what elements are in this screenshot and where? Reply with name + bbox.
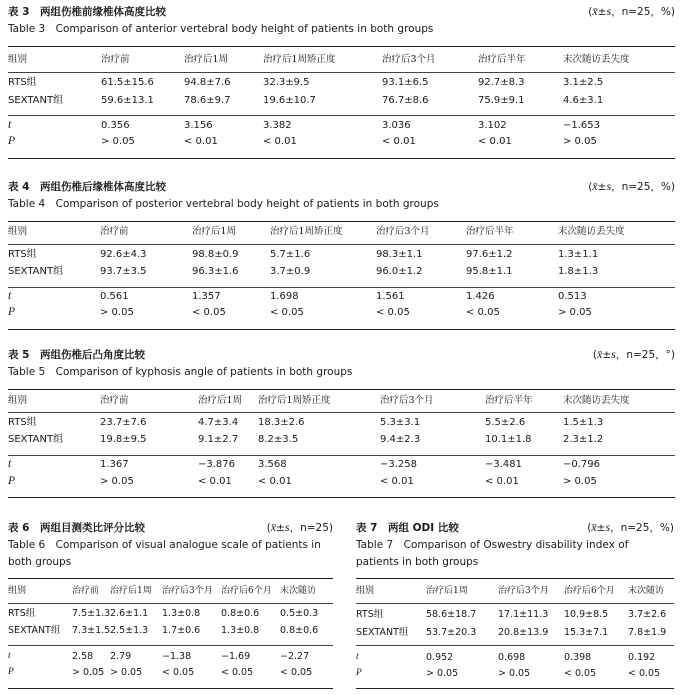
table-t3 [8, 4, 675, 160]
data-cell: 93.7±3.5 [100, 266, 147, 277]
stat-cell: < 0.05 [192, 307, 226, 318]
table-caption-en: Table 7 Comparison of Oswestry disability index of patients in both groups [356, 539, 629, 568]
column-header: 治疗前 [101, 54, 130, 65]
table-row-rule [8, 455, 675, 456]
data-cell: 59.6±13.1 [101, 95, 154, 106]
table-caption-en: Table 4 Comparison of posterior vertebral body height of patients in both groups [8, 198, 439, 210]
column-header: 治疗后1周 [198, 395, 243, 406]
table-row-rule [8, 412, 675, 413]
stat-cell: < 0.05 [221, 667, 254, 678]
column-header: 治疗前 [100, 226, 129, 237]
row-group-label: RTS组 [8, 249, 37, 260]
data-cell: 10.9±8.5 [564, 609, 609, 620]
row-group-label: SEXTANT组 [8, 95, 64, 106]
row-group-label: SEXTANT组 [356, 627, 409, 638]
column-header: 治疗后6个月 [221, 586, 272, 596]
stat-cell: > 0.05 [498, 668, 531, 679]
data-cell: 7.3±1.5 [72, 625, 111, 636]
stat-cell: 3.102 [478, 120, 507, 131]
table-row-rule [8, 115, 675, 116]
table-top-rule [356, 578, 674, 579]
data-cell: 75.9±9.1 [478, 95, 525, 106]
column-header: 治疗后6个月 [564, 586, 615, 596]
stat-cell: < 0.01 [258, 476, 292, 487]
row-group-label: RTS组 [8, 417, 37, 428]
data-cell: 5.7±1.6 [270, 249, 311, 260]
stat-cell: < 0.01 [263, 136, 297, 147]
table-caption-en: Table 3 Comparison of anterior vertebral body height of patients in both groups [8, 23, 434, 35]
stat-cell: 3.156 [184, 120, 213, 131]
table-units-note: (x̄±s，n=25) [266, 520, 333, 534]
table-row-rule [8, 287, 675, 288]
data-cell: 5.5±2.6 [485, 417, 526, 428]
column-header: 组别 [8, 54, 28, 65]
table-caption-cn: 表 3 两组伤椎前缘椎体高度比较 [8, 6, 166, 18]
stat-cell: 0.356 [101, 120, 130, 131]
stat-label: P [8, 475, 16, 487]
column-header: 末次随访 [280, 586, 317, 596]
data-cell: 1.3±1.1 [558, 249, 599, 260]
stat-label: t [8, 651, 11, 661]
stat-cell: > 0.05 [426, 668, 459, 679]
table-t6 [8, 520, 333, 690]
data-cell: 98.3±1.1 [376, 249, 423, 260]
data-cell: 92.7±8.3 [478, 77, 525, 88]
stat-cell: −3.876 [198, 459, 236, 470]
table-top-rule [8, 389, 675, 390]
table-t5 [8, 347, 675, 499]
stat-cell: 0.192 [628, 652, 656, 663]
stat-label: t [8, 119, 12, 131]
data-cell: 0.5±0.3 [280, 608, 319, 619]
table-units-note: (x̄±s，n=25，°) [592, 347, 675, 361]
table-units-note: (x̄±s，n=25，%) [587, 520, 674, 534]
data-cell: 96.3±1.6 [192, 266, 239, 277]
table-caption-cn: 表 5 两组伤椎后凸角度比较 [8, 349, 145, 361]
data-cell: 97.6±1.2 [466, 249, 513, 260]
column-header: 末次随访 [628, 586, 665, 596]
data-cell: 32.3±9.5 [263, 77, 310, 88]
table-bottom-rule [8, 158, 675, 159]
stat-cell: −1.653 [563, 120, 601, 131]
stat-cell: −1.38 [162, 651, 192, 662]
data-cell: 96.0±1.2 [376, 266, 423, 277]
table-units-note: (x̄±s，n=25，%) [588, 179, 675, 193]
stat-cell: < 0.05 [466, 307, 500, 318]
column-header: 治疗后3个月 [498, 586, 549, 596]
table-top-rule [8, 46, 675, 47]
data-cell: 10.1±1.8 [485, 434, 532, 445]
column-header: 治疗后半年 [478, 54, 526, 65]
data-cell: 78.6±9.7 [184, 95, 231, 106]
data-cell: 94.8±7.6 [184, 77, 231, 88]
data-cell: 2.5±1.3 [110, 625, 149, 636]
data-cell: 53.7±20.3 [426, 627, 477, 638]
data-cell: 8.2±3.5 [258, 434, 299, 445]
data-cell: 1.5±1.3 [563, 417, 604, 428]
stat-cell: > 0.05 [100, 307, 134, 318]
stat-label: P [8, 306, 16, 318]
column-header: 治疗后3个月 [376, 226, 430, 237]
data-cell: 76.7±8.6 [382, 95, 429, 106]
table-top-rule [8, 221, 675, 222]
stat-cell: 0.698 [498, 652, 526, 663]
data-cell: 1.3±0.8 [162, 608, 201, 619]
data-cell: 19.8±9.5 [100, 434, 147, 445]
stat-cell: > 0.05 [110, 667, 143, 678]
table-row-rule [8, 72, 675, 73]
stat-cell: < 0.01 [184, 136, 218, 147]
table-caption-cn: 表 7 两组 ODI 比较 [356, 522, 459, 534]
stat-cell: < 0.05 [376, 307, 410, 318]
stat-cell: 2.58 [72, 651, 94, 662]
data-cell: 19.6±10.7 [263, 95, 316, 106]
column-header: 治疗前 [100, 395, 129, 406]
data-cell: 4.7±3.4 [198, 417, 239, 428]
stat-cell: < 0.01 [485, 476, 519, 487]
table-t7 [356, 520, 674, 690]
stat-cell: 3.382 [263, 120, 292, 131]
column-header: 组别 [8, 226, 28, 237]
row-group-label: SEXTANT组 [8, 625, 61, 636]
stat-cell: > 0.05 [72, 667, 105, 678]
stat-cell: > 0.05 [100, 476, 134, 487]
data-cell: 7.8±1.9 [628, 627, 667, 638]
row-group-label: RTS组 [356, 609, 384, 620]
stat-cell: > 0.05 [558, 307, 592, 318]
data-cell: 3.7±2.6 [628, 609, 667, 620]
data-cell: 2.3±1.2 [563, 434, 604, 445]
stat-cell: < 0.05 [628, 668, 661, 679]
stat-cell: < 0.05 [162, 667, 195, 678]
stat-cell: −2.27 [280, 651, 310, 662]
table-row-rule [8, 645, 333, 646]
stat-cell: > 0.05 [563, 476, 597, 487]
stat-cell: 1.426 [466, 291, 495, 302]
table-units-note: (x̄±s，n=25，%) [588, 4, 675, 18]
table-caption-cn: 表 4 两组伤椎后缘椎体高度比较 [8, 181, 166, 193]
stat-cell: 0.952 [426, 652, 454, 663]
stat-cell: < 0.01 [478, 136, 512, 147]
data-cell: 61.5±15.6 [101, 77, 154, 88]
stat-cell: −3.258 [380, 459, 418, 470]
data-cell: 23.7±7.6 [100, 417, 147, 428]
column-header: 组别 [356, 586, 375, 596]
table-row-rule [8, 244, 675, 245]
table-bottom-rule [8, 497, 675, 498]
stat-cell: −3.481 [485, 459, 523, 470]
data-cell: 20.8±13.9 [498, 627, 549, 638]
column-header: 末次随访丢失度 [563, 54, 630, 65]
stat-cell: −0.796 [563, 459, 601, 470]
column-header: 末次随访丢失度 [563, 395, 630, 406]
column-header: 治疗后1周 [426, 586, 468, 596]
table-top-rule [8, 578, 333, 579]
column-header: 治疗后1周 [192, 226, 237, 237]
stat-cell: 3.568 [258, 459, 287, 470]
row-group-label: RTS组 [8, 77, 37, 88]
stat-cell: < 0.01 [382, 136, 416, 147]
row-group-label: RTS组 [8, 608, 36, 619]
column-header: 治疗后1周矫正度 [258, 395, 331, 406]
column-header: 治疗后半年 [485, 395, 533, 406]
data-cell: 2.6±1.1 [110, 608, 149, 619]
data-cell: 98.8±0.9 [192, 249, 239, 260]
column-header: 治疗后1周 [184, 54, 229, 65]
stat-cell: > 0.05 [563, 136, 597, 147]
data-cell: 1.3±0.8 [221, 625, 260, 636]
row-group-label: SEXTANT组 [8, 434, 64, 445]
column-header: 治疗后半年 [466, 226, 514, 237]
stat-label: t [356, 652, 359, 662]
table-row-rule [356, 603, 674, 604]
column-header: 治疗后3个月 [162, 586, 213, 596]
stat-cell: 1.561 [376, 291, 405, 302]
column-header: 治疗后1周 [110, 586, 152, 596]
row-group-label: SEXTANT组 [8, 266, 64, 277]
table-bottom-rule [356, 688, 674, 689]
data-cell: 93.1±6.5 [382, 77, 429, 88]
stat-cell: 0.561 [100, 291, 129, 302]
column-header: 组别 [8, 395, 28, 406]
stat-cell: < 0.01 [198, 476, 232, 487]
stat-cell: 0.398 [564, 652, 592, 663]
column-header: 组别 [8, 586, 27, 596]
data-cell: 17.1±11.3 [498, 609, 549, 620]
stat-label: t [8, 290, 12, 302]
table-caption-en: Table 5 Comparison of kyphosis angle of patients in both groups [8, 366, 353, 378]
data-cell: 1.8±1.3 [558, 266, 599, 277]
stat-cell: < 0.01 [380, 476, 414, 487]
table-bottom-rule [8, 688, 333, 689]
data-cell: 3.1±2.5 [563, 77, 604, 88]
stat-label: t [8, 458, 12, 470]
column-header: 末次随访丢失度 [558, 226, 625, 237]
data-cell: 58.6±18.7 [426, 609, 477, 620]
column-header: 治疗前 [72, 586, 100, 596]
column-header: 治疗后3个月 [380, 395, 434, 406]
table-caption-en: Table 6 Comparison of visual analogue scale of patients in both groups [8, 539, 321, 568]
table-row-rule [8, 603, 333, 604]
table-t4 [8, 179, 675, 331]
table-row-rule [356, 645, 674, 646]
stat-label: P [8, 667, 14, 677]
stat-cell: 0.513 [558, 291, 587, 302]
data-cell: 9.4±2.3 [380, 434, 421, 445]
data-cell: 4.6±3.1 [563, 95, 604, 106]
table-bottom-rule [8, 329, 675, 330]
stat-cell: 1.698 [270, 291, 299, 302]
column-header: 治疗后3个月 [382, 54, 436, 65]
column-header: 治疗后1周矫正度 [270, 226, 343, 237]
data-cell: 3.7±0.9 [270, 266, 311, 277]
data-cell: 95.8±1.1 [466, 266, 513, 277]
stat-cell: < 0.05 [280, 667, 313, 678]
stat-cell: 3.036 [382, 120, 411, 131]
stat-cell: 1.357 [192, 291, 221, 302]
stat-label: P [8, 135, 16, 147]
column-header: 治疗后1周矫正度 [263, 54, 336, 65]
data-cell: 1.7±0.6 [162, 625, 201, 636]
stat-cell: < 0.05 [270, 307, 304, 318]
stat-cell: > 0.05 [101, 136, 135, 147]
data-cell: 7.5±1.3 [72, 608, 111, 619]
table-caption-cn: 表 6 两组目测类比评分比较 [8, 522, 145, 534]
stat-cell: −1.69 [221, 651, 251, 662]
stat-cell: < 0.05 [564, 668, 597, 679]
stat-cell: 2.79 [110, 651, 132, 662]
data-cell: 0.8±0.6 [280, 625, 319, 636]
data-cell: 9.1±2.7 [198, 434, 239, 445]
data-cell: 5.3±3.1 [380, 417, 421, 428]
data-cell: 0.8±0.6 [221, 608, 260, 619]
stat-label: P [356, 668, 362, 678]
stat-cell: 1.367 [100, 459, 129, 470]
data-cell: 18.3±2.6 [258, 417, 305, 428]
data-cell: 15.3±7.1 [564, 627, 609, 638]
data-cell: 92.6±4.3 [100, 249, 147, 260]
